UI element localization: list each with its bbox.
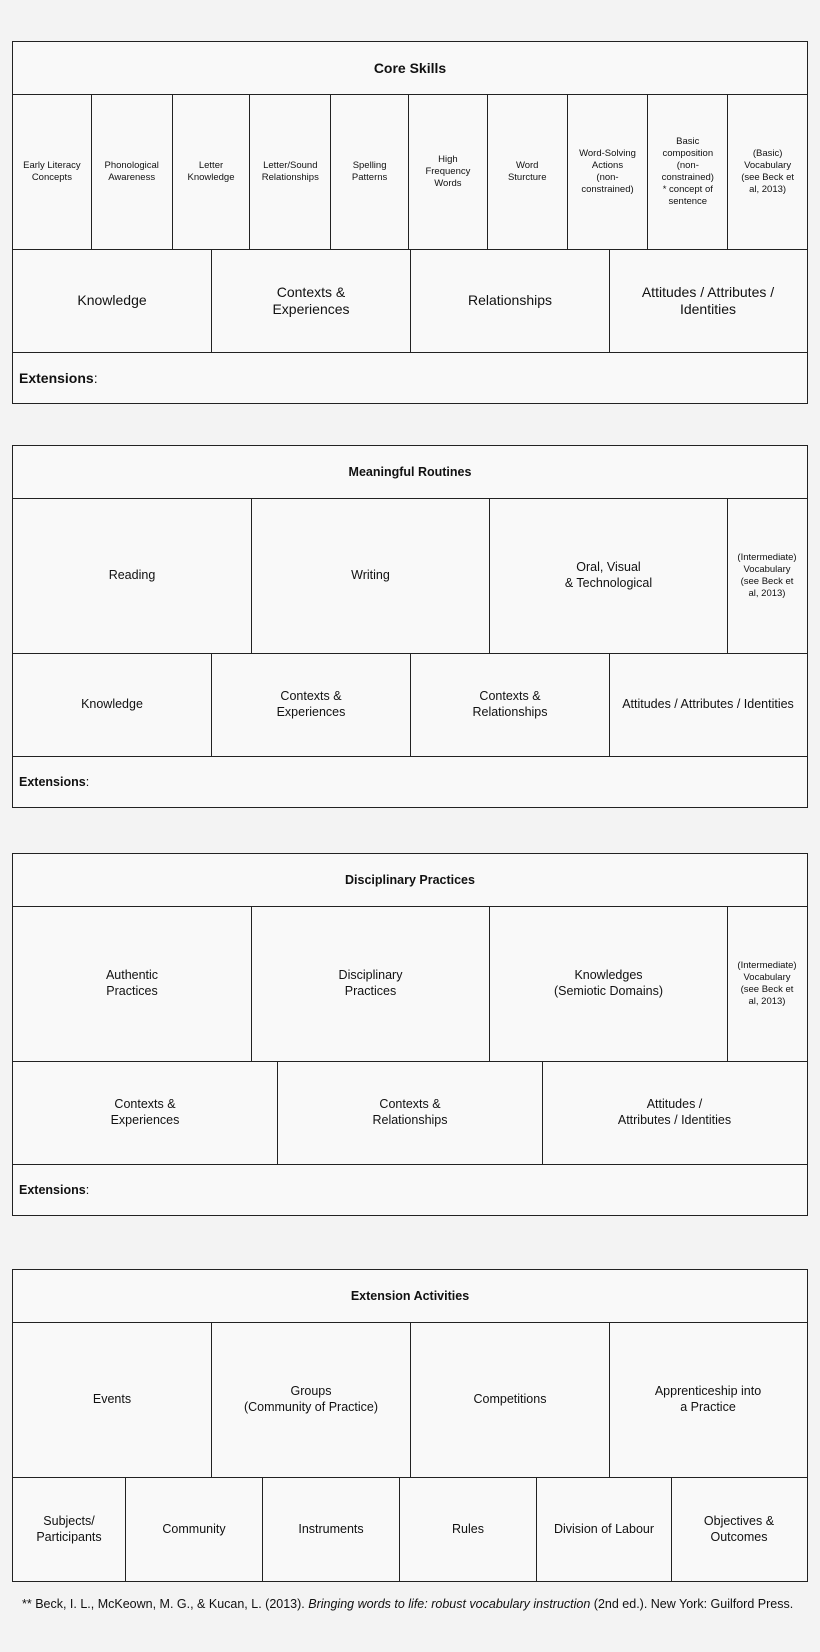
extension-activities-title: Extension Activities: [13, 1270, 807, 1323]
core-skills-row: [13, 95, 807, 250]
dimension-cell: Contexts & Relationships: [278, 1062, 543, 1164]
skill-cell: Early Literacy Concepts: [13, 95, 92, 249]
activity-cell: Apprenticeship into a Practice: [654, 1384, 762, 1414]
disciplinary-practices-table: [12, 853, 808, 1216]
practice-cell: (Intermediate) Vocabulary (see Beck et al, 2013): [737, 960, 797, 1007]
dimension-cell: Attitudes / Attributes / Identities: [622, 697, 794, 712]
skill-cell: (Basic) Vocabulary (see Beck et al, 2013): [741, 148, 794, 195]
footnote-prefix: ** Beck, I. L., McKeown, M. G., & Kucan, L. (2013).: [22, 1597, 309, 1611]
skill-cell: Spelling Patterns: [331, 95, 409, 249]
routine-cell: (Intermediate) Vocabulary (see Beck et al, 2013): [737, 552, 797, 599]
component-cell: Community: [126, 1478, 263, 1581]
dimension-cell: Contexts & Relationships: [411, 654, 610, 756]
components-row: [13, 1478, 807, 1581]
disciplinary-practices-title: Disciplinary Practices: [13, 854, 807, 907]
dimension-cell: Knowledge: [13, 250, 212, 352]
activity-cell: Events: [13, 1323, 212, 1477]
component-cell: Subjects/ Participants: [13, 1478, 126, 1581]
meaningful-routines-table: [12, 445, 808, 808]
extensions-colon: :: [85, 1183, 90, 1197]
dimension-cell: Contexts & Experiences: [212, 250, 411, 352]
activities-row: [13, 1323, 807, 1478]
component-cell: Instruments: [263, 1478, 400, 1581]
routine-cell: Writing: [252, 499, 490, 653]
extensions-row: [13, 757, 807, 807]
extensions-label: Extensions: [19, 775, 86, 789]
dimension-cell: Relationships: [411, 250, 610, 352]
dimension-cell: Contexts & Experiences: [212, 654, 411, 756]
activity-cell: Groups (Community of Practice): [212, 1323, 411, 1477]
extensions-row: [13, 1165, 807, 1215]
routine-cell: Reading: [13, 499, 252, 653]
routines-row: [13, 499, 807, 654]
extensions-label: Extensions: [19, 1183, 86, 1197]
skill-cell: High Frequency Words: [409, 95, 488, 249]
component-cell: Division of Labour: [537, 1478, 672, 1581]
practices-row: [13, 907, 807, 1062]
activity-cell: Competitions: [411, 1323, 610, 1477]
component-cell: Objectives & Outcomes: [703, 1513, 775, 1544]
meaningful-routines-title: Meaningful Routines: [13, 446, 807, 499]
skill-cell: Word Sturcture: [488, 95, 568, 249]
dimension-cell: Knowledge: [13, 654, 212, 756]
footnote-book-title: Bringing words to life: robust vocabulary instruction: [308, 1597, 591, 1611]
core-dimensions-row: [13, 250, 807, 353]
extensions-colon: :: [85, 775, 90, 789]
practice-cell: Disciplinary Practices: [252, 907, 490, 1061]
citation-footnote: [22, 1597, 812, 1611]
footnote-suffix: (2nd ed.). New York: Guilford Press.: [590, 1597, 794, 1611]
skill-cell: Phonological Awareness: [92, 95, 173, 249]
practice-cell: Knowledges (Semiotic Domains): [490, 907, 728, 1061]
core-skills-table: [12, 41, 808, 404]
practices-dimensions-row: [13, 1062, 807, 1165]
extensions-colon: :: [93, 370, 98, 386]
routines-dimensions-row: [13, 654, 807, 757]
practice-cell: Authentic Practices: [13, 907, 252, 1061]
skill-cell: Letter/Sound Relationships: [250, 95, 331, 249]
extension-activities-table: [12, 1269, 808, 1582]
skill-cell: Word-Solving Actions (non- constrained): [568, 95, 649, 249]
extensions-row: [13, 353, 807, 403]
dimension-cell: Contexts & Experiences: [13, 1062, 278, 1164]
dimension-cell: Attitudes / Attributes / Identities: [617, 1097, 732, 1127]
core-skills-title: Core Skills: [13, 42, 807, 95]
skill-cell: Letter Knowledge: [173, 95, 251, 249]
extensions-label: Extensions: [19, 370, 94, 386]
component-cell: Rules: [400, 1478, 537, 1581]
dimension-cell: Attitudes / Attributes / Identities: [641, 283, 775, 317]
routine-cell: Oral, Visual & Technological: [490, 499, 728, 653]
skill-cell: Basic composition (non- constrained) * concept of sentence: [648, 95, 728, 249]
